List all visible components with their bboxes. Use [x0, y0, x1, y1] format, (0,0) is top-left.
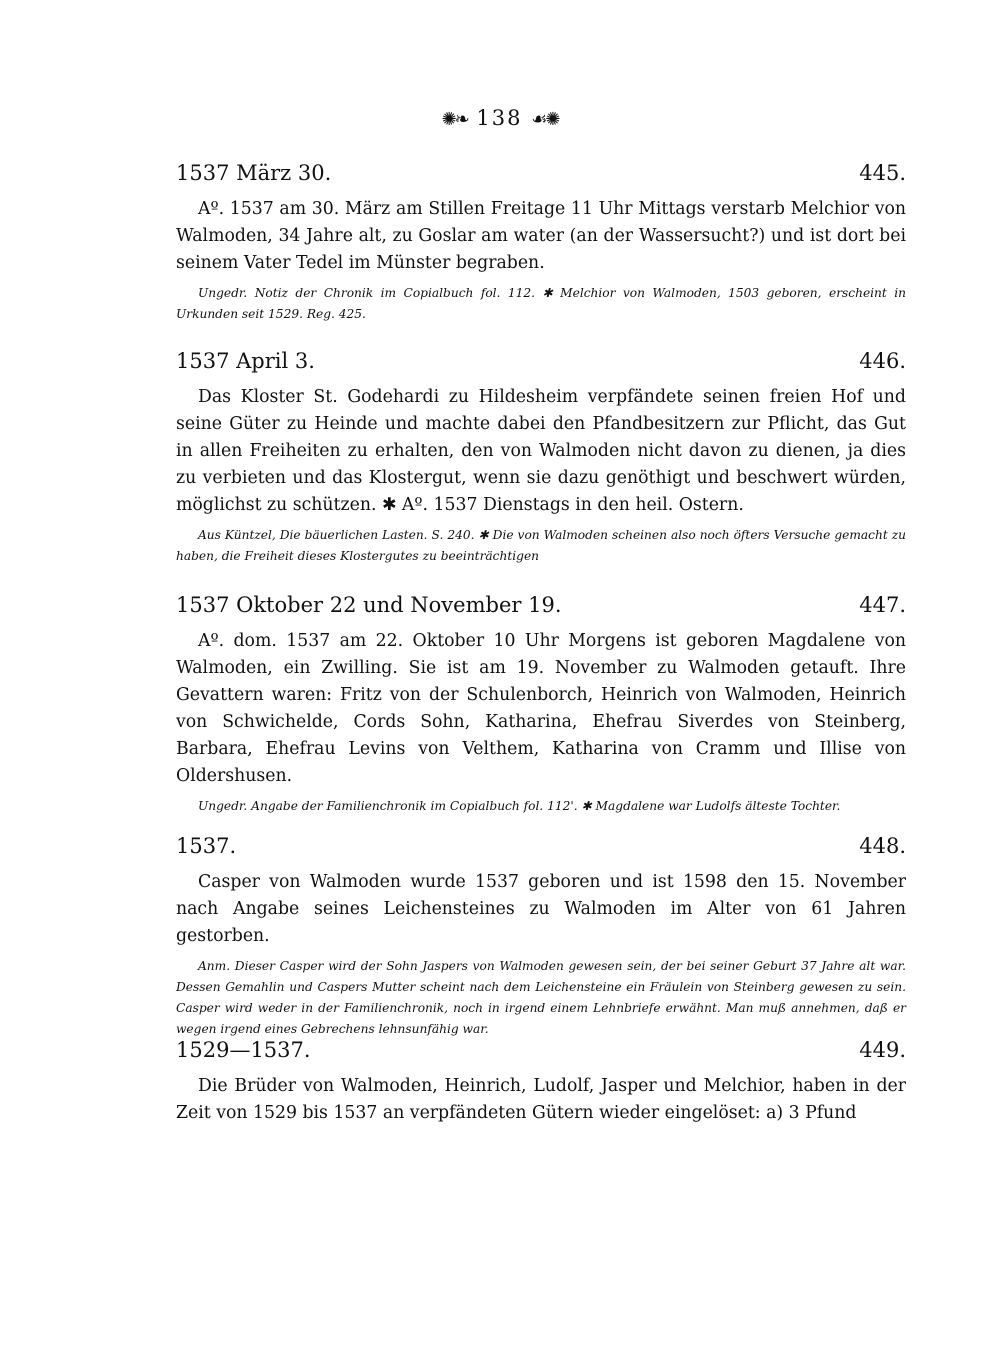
entry-number: 446. [859, 349, 906, 373]
entry-date: 1529—1537. [176, 1038, 311, 1062]
entry-note: Ungedr. Notiz der Chronik im Copialbuch fol. 112. ✱ Melchior von Walmoden, 1503 geboren, erscheint in Urkunden seit 1529. Reg. 425. [176, 286, 906, 321]
entry-date: 1537 Oktober 22 und November 19. [176, 593, 562, 617]
entry-447 [176, 592, 906, 817]
entry-text: Aº. 1537 am 30. März am Stillen Freitage 11 Uhr Mittags verstarb Melchior von Walmoden, 34 Jahre alt, zu Goslar am water (an der Wassersucht?) und ist dort bei seinem Vater Tedel im Münster begraben. [176, 199, 906, 273]
entry-heading [176, 348, 906, 374]
page-number-text: 138 [476, 106, 523, 130]
entry-number: 449. [859, 1038, 906, 1062]
right-ornament-icon: ☙✺ [531, 109, 559, 130]
entry-date: 1537 April 3. [176, 349, 315, 373]
entry-heading [176, 833, 906, 859]
entry-448 [176, 833, 906, 1040]
page-number [0, 106, 1000, 130]
entry-446 [176, 348, 906, 567]
left-ornament-icon: ✺❧ [441, 109, 468, 130]
entry-heading [176, 160, 906, 186]
entry-note: Aus Küntzel, Die bäuerlichen Lasten. S. 240. ✱ Die von Walmoden scheinen also noch öfters Versuche gemacht zu haben, die Freiheit dieses Klostergutes zu beeinträchtigen [176, 528, 906, 563]
entry-date: 1537 März 30. [176, 161, 332, 185]
entry-note: Ungedr. Angabe der Familienchronik im Copialbuch fol. 112'. ✱ Magdalene war Ludolfs älteste Tochter. [198, 799, 841, 813]
entry-number: 448. [859, 834, 906, 858]
entry-heading [176, 592, 906, 618]
entry-449 [176, 1037, 906, 1127]
entry-445 [176, 160, 906, 325]
entry-text: Das Kloster St. Godehardi zu Hildesheim verpfändete seinen freien Hof und seine Güter zu Heinde und machte dabei den Pfandbesitzern zur Pflicht, das Gut in allen Freiheiten zu erhalten, den von Walmoden nicht davon zu dienen, ja dies zu verbieten und das Klostergut, wenn sie dazu genöthigt und beschwert würden, möglichst zu schützen. ✱ Aº. 1537 Dienstags in den heil. Ostern. [176, 387, 906, 515]
entry-date: 1537. [176, 834, 237, 858]
entry-heading [176, 1037, 906, 1063]
entry-number: 447. [859, 593, 906, 617]
entry-text: Die Brüder von Walmoden, Heinrich, Ludolf, Jasper und Melchior, haben in der Zeit von 1529 bis 1537 an verpfändeten Gütern wieder eingelöset: a) 3 Pfund [176, 1076, 906, 1123]
entry-text: Casper von Walmoden wurde 1537 geboren und ist 1598 den 15. November nach Angabe seines Leichensteines zu Walmoden im Alter von 61 Jahren gestorben. [176, 872, 906, 946]
entry-text: Aº. dom. 1537 am 22. Oktober 10 Uhr Morgens ist geboren Magdalene von Walmoden, ein Zwilling. Sie ist am 19. November zu Walmoden getauft. Ihre Gevattern waren: Fritz von der Schulenborch, Heinrich von Walmoden, Heinrich von Schwichelde, Cords Sohn, Katharina, Ehefrau Siverdes von Steinberg, Barbara, Ehefrau Levins von Velthem, Katharina von Cramm und Illise von Oldershusen. [176, 631, 906, 786]
entry-number: 445. [859, 161, 906, 185]
entry-note: Anm. Dieser Casper wird der Sohn Jaspers von Walmoden gewesen sein, der bei seiner Geburt 37 Jahre alt war. Dessen Gemahlin und Caspers Mutter scheint nach dem Leichensteine ein Fräulein von Steinberg gewesen zu sein. Casper wird weder in der Familienchronik, noch in irgend einem Lehnbriefe erwähnt. Man muß annehmen, daß er wegen irgend eines Gebrechens lehnsunfähig war. [176, 959, 906, 1036]
